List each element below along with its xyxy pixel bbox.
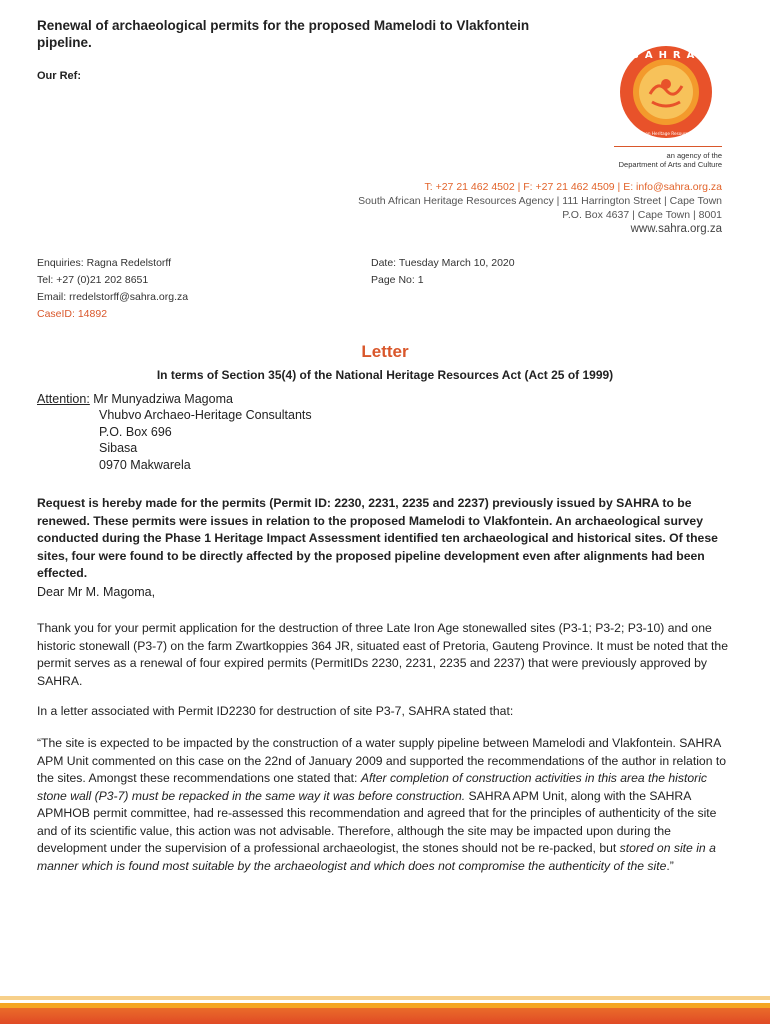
address-line: 0970 Makwarela bbox=[99, 457, 191, 472]
body-paragraph-1: Thank you for your permit application for the destruction of three Late Iron Age stonewalled sites (P3-1; P3-2; P3-10) and one historic stonewall (P3-7) on the farm Zwartkoppies 364 JR, situated east of Pretoria, Gauteng Province. It must be noted that the permit serves as a renewal of four expired permits (PermitIDs 2230, 2231, 2235 and 2237) that were previously approved by SAHRA. bbox=[37, 621, 728, 688]
body-paragraph-2: In a letter associated with Permit ID2230 for destruction of site P3-7, SAHRA stated that: bbox=[37, 704, 514, 718]
recipient-address bbox=[99, 407, 312, 473]
salutation: Dear Mr M. Magoma, bbox=[37, 585, 156, 599]
enquiries-tel: Tel: +27 (0)21 202 8651 bbox=[37, 274, 149, 286]
contact-website: www.sahra.org.za bbox=[630, 223, 722, 235]
request-paragraph: Request is hereby made for the permits (Permit ID: 2230, 2231, 2235 and 2237) previously issued by SAHRA to be renewed. These permits were issues in relation to the proposed Mamelodi to Vlakfontein. An archaeological survey conducted during the Phase 1 Heritage Impact Assessment identified ten archaeological and historical sites. Of these sites, four were found to be directly affected by the proposed pipeline development even after alignments had been effected. bbox=[37, 496, 718, 580]
enquiries-block bbox=[37, 255, 188, 323]
contact-phones: T: +27 21 462 4502 | F: +27 21 462 4509 | E: info@sahra.org.za bbox=[424, 181, 722, 193]
contact-address: South African Heritage Resources Agency | 111 Harrington Street | Cape Town bbox=[358, 195, 722, 207]
quote-close: .” bbox=[666, 858, 674, 873]
footer-stripe bbox=[0, 996, 770, 1024]
quote-italic-storage: stored on site in a manner which is found most suitable by the archaeologist and which does not compromise the authenticity of the site bbox=[37, 841, 716, 873]
date-block bbox=[371, 255, 515, 289]
letter-heading: Letter bbox=[361, 342, 409, 361]
attention-line bbox=[37, 391, 233, 408]
attention-name: Mr Munyadziwa Magoma bbox=[89, 392, 233, 406]
address-line: P.O. Box 696 bbox=[99, 424, 172, 439]
address-line: Vhubvo Archaeo-Heritage Consultants bbox=[99, 408, 312, 422]
document-title: Renewal of archaeological permits for the proposed Mamelodi to Vlakfontein pipeline. bbox=[37, 18, 530, 50]
letter-date: Date: Tuesday March 10, 2020 bbox=[371, 257, 515, 269]
quote-italic-recommendation: After completion of construction activities in this area the historic stone wall (P3-7) must be repacked in the same way it was before construction. bbox=[37, 771, 707, 803]
svg-text:SAHRA: SAHRA bbox=[631, 50, 701, 61]
quoted-paragraph bbox=[37, 735, 737, 875]
case-id: CaseID: 14892 bbox=[37, 308, 108, 320]
contact-po-box: P.O. Box 4637 | Cape Town | 8001 bbox=[562, 209, 722, 221]
agency-line-2: Department of Arts and Culture bbox=[618, 160, 722, 169]
address-line: Sibasa bbox=[99, 441, 138, 455]
enquiries-name: Enquiries: Ragna Redelstorff bbox=[37, 257, 172, 269]
page-number: Page No: 1 bbox=[371, 274, 424, 286]
enquiries-email: Email: rredelstorff@sahra.org.za bbox=[37, 291, 189, 303]
agency-line-1: an agency of the bbox=[666, 151, 722, 160]
attention-label: Attention: bbox=[37, 392, 90, 406]
our-ref-label: Our Ref: bbox=[37, 70, 81, 82]
quote-text: SAHRA APM Unit, along with the SAHRA APMHOB permit committee, had re-assessed this recommendation and agreed that for the principles of authenticity of the site and of its scientific value, this action was not advisable. Therefore, although the site may be impacted upon during the development under the supervision of a professional archaeologist, the stones should not be re-packed, but bbox=[37, 788, 717, 855]
agency-block bbox=[614, 146, 722, 169]
sahra-logo bbox=[604, 44, 728, 140]
quote-text: “The site is expected to be impacted by the construction of a water supply pipeline between Mamelodi and Vlakfontein. SAHRA APM Unit commented on this case on the 22nd of January 2009 and supported the recommendations of the author in relation to the sites. Amongst these recommendations one stated that: bbox=[37, 736, 727, 785]
logo-subtitle: South African Heritage Resources Agency bbox=[622, 131, 710, 136]
act-reference: In terms of Section 35(4) of the National Heritage Resources Act (Act 25 of 1999) bbox=[156, 368, 614, 382]
contact-block bbox=[358, 180, 722, 236]
agency-divider bbox=[614, 146, 722, 147]
